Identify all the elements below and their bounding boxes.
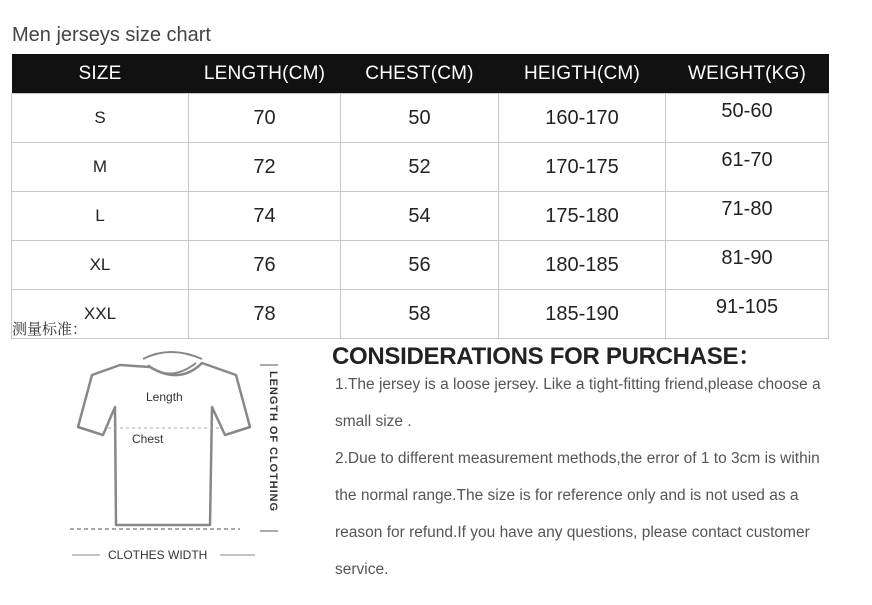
header-length: LENGTH(CM) <box>189 54 341 94</box>
cell-length: 76 <box>189 241 341 290</box>
cell-length: 78 <box>189 290 341 339</box>
cell-height: 180-185 <box>499 241 666 290</box>
cell-length: 74 <box>189 192 341 241</box>
considerations-line: 2.Due to different measurement methods,the error of 1 to 3cm is within <box>335 450 820 467</box>
header-height: HEIGTH(CM) <box>499 54 666 94</box>
diagram-width-label: CLOTHES WIDTH <box>108 548 208 562</box>
header-weight: WEIGHT(KG) <box>666 54 829 94</box>
considerations-line: 1.The jersey is a loose jersey. Like a tight-fitting friend,please choose a <box>335 376 821 393</box>
considerations-line: reason for refund.If you have any questions, please contact customer <box>335 524 810 541</box>
table-row <box>12 143 829 192</box>
cell-size: XL <box>12 241 189 290</box>
cell-weight: 61-70 <box>666 143 829 192</box>
diagram-length-label: Length <box>146 390 183 404</box>
cell-weight: 71-80 <box>666 192 829 241</box>
diagram-vertical-label: LENGTH OF CLOTHING <box>267 371 279 511</box>
cell-weight: 91-105 <box>666 290 829 339</box>
table-row <box>12 94 829 143</box>
cell-size: L <box>12 192 189 241</box>
cell-chest: 50 <box>341 94 499 143</box>
cell-chest: 52 <box>341 143 499 192</box>
table-row <box>12 192 829 241</box>
table-row <box>12 290 829 339</box>
considerations-title: CONSIDERATIONS FOR PURCHASE： <box>332 343 762 370</box>
cell-chest: 58 <box>341 290 499 339</box>
diagram-chest-label: Chest <box>132 432 164 446</box>
considerations-line: small size . <box>335 413 412 430</box>
cell-height: 160-170 <box>499 94 666 143</box>
cell-chest: 56 <box>341 241 499 290</box>
cell-height: 170-175 <box>499 143 666 192</box>
table-row <box>12 241 829 290</box>
considerations-line: the normal range.The size is for reference only and is not used as a <box>335 487 799 504</box>
table-header-row <box>12 54 829 94</box>
considerations-line: service. <box>335 561 389 578</box>
measurement-diagram <box>50 345 310 575</box>
cell-size: S <box>12 94 189 143</box>
size-table <box>11 54 829 339</box>
measurement-standard-label: 测量标准： <box>12 321 88 338</box>
chart-title: Men jerseys size chart <box>12 24 211 46</box>
header-size: SIZE <box>12 54 189 94</box>
cell-size: XXL <box>12 290 189 339</box>
tshirt-icon <box>78 352 250 525</box>
cell-length: 72 <box>189 143 341 192</box>
cell-weight: 50-60 <box>666 94 829 143</box>
cell-weight: 81-90 <box>666 241 829 290</box>
cell-size: M <box>12 143 189 192</box>
cell-chest: 54 <box>341 192 499 241</box>
header-chest: CHEST(CM) <box>341 54 499 94</box>
cell-height: 175-180 <box>499 192 666 241</box>
considerations-text <box>335 366 865 588</box>
cell-length: 70 <box>189 94 341 143</box>
cell-height: 185-190 <box>499 290 666 339</box>
